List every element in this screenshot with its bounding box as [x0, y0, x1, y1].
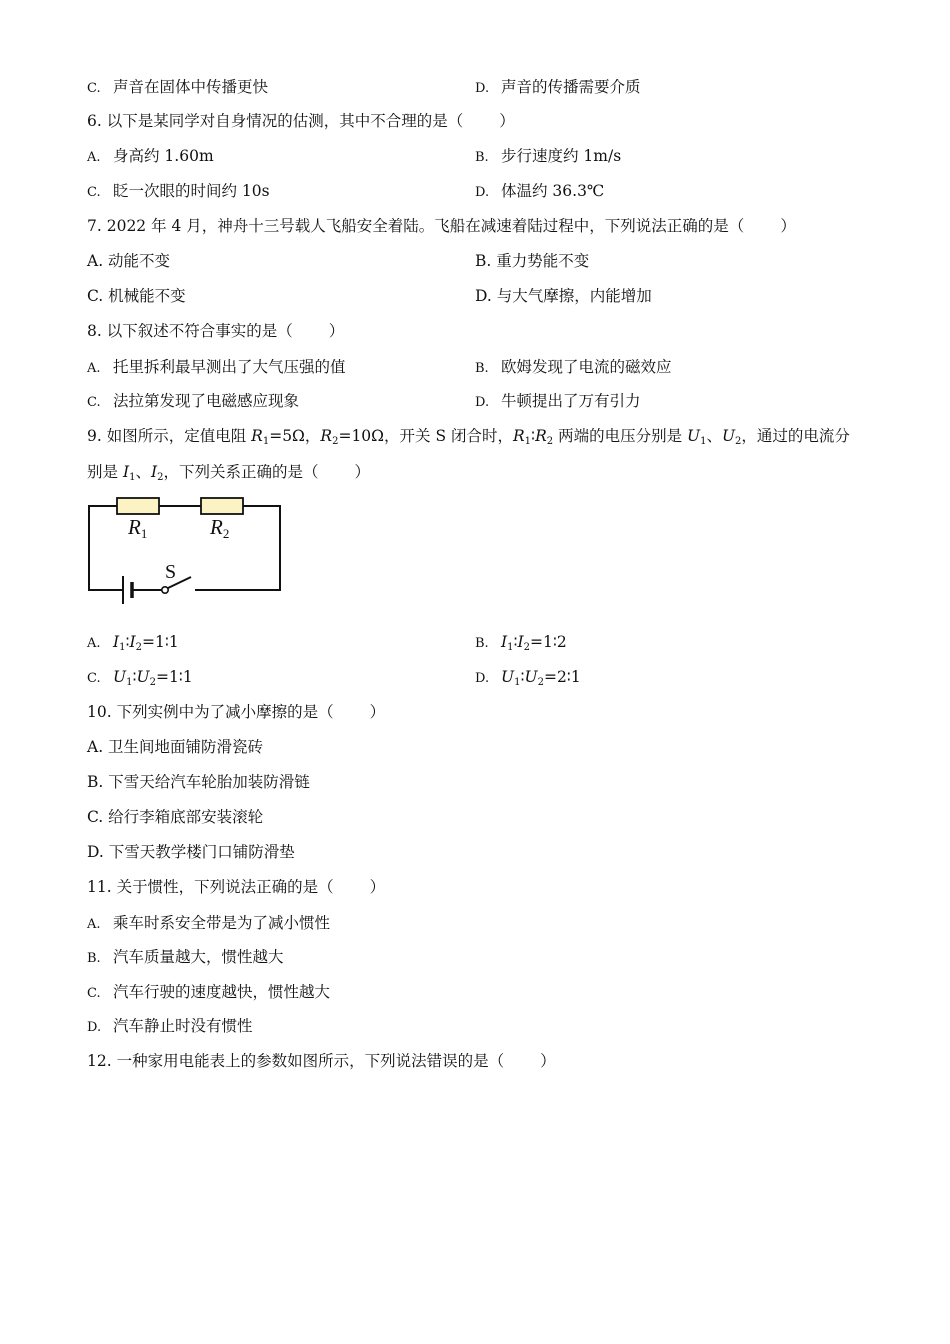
q6-stem	[87, 111, 515, 131]
sub: 2	[149, 677, 156, 688]
sub: 2	[546, 436, 554, 447]
var-r: R	[513, 427, 525, 445]
sub: 2	[135, 642, 143, 653]
q9-option-a	[87, 632, 179, 654]
option-text: =1∶2	[530, 633, 567, 651]
sub: 1	[129, 472, 136, 483]
var-r: R	[320, 427, 333, 445]
option-marker: C.	[87, 671, 101, 686]
option-marker: D.	[87, 1020, 102, 1035]
option-marker: A.	[87, 361, 101, 376]
option-text: 法拉第发现了电磁感应现象	[113, 392, 300, 410]
q10-stem	[87, 702, 385, 722]
q8-option-c	[87, 391, 299, 413]
q9-option-c	[87, 667, 193, 689]
text: 9. 如图所示，定值电阻	[87, 427, 252, 445]
q8-option-d	[475, 391, 641, 413]
q9-option-b	[475, 632, 567, 654]
var-u: U	[721, 427, 736, 445]
text: 别是	[87, 463, 123, 481]
q7-option-d: D. 与大气摩擦，内能增加	[475, 287, 652, 305]
var-i: I	[517, 633, 524, 651]
q11-option-c	[87, 982, 330, 1004]
option-text: =1∶1	[142, 633, 179, 651]
q5-option-d	[475, 77, 641, 99]
resistor-r1	[117, 498, 159, 514]
text: 两端的电压分别是	[553, 427, 687, 445]
option-text: 汽车行驶的速度越快，惯性越大	[113, 983, 331, 1001]
option-marker: A.	[87, 636, 101, 651]
option-text: 汽车静止时没有惯性	[113, 1017, 253, 1035]
sub: 1	[700, 436, 707, 447]
q6-option-d	[475, 181, 604, 203]
text: ，下列关系正确的是（	[163, 463, 319, 481]
q10-option-d: D. 下雪天教学楼门口铺防滑垫	[87, 843, 295, 861]
option-text: 托里拆利最早测出了大气压强的值	[113, 358, 346, 376]
q8-option-b	[475, 357, 672, 379]
var-r: R	[251, 427, 263, 445]
label-switch: S	[165, 561, 177, 583]
colon: ∶	[531, 427, 536, 445]
circuit-diagram	[85, 492, 285, 608]
question-text: 10. 下列实例中为了减小摩擦的是（	[87, 703, 334, 721]
option-marker: B.	[87, 951, 101, 966]
question-text: 11. 关于惯性，下列说法正确的是（	[87, 878, 334, 896]
option-marker: B.	[475, 636, 489, 651]
option-marker: D.	[475, 395, 490, 410]
q11-option-a	[87, 913, 330, 935]
option-text: 步行速度约 1m/s	[501, 147, 622, 165]
option-marker: B.	[475, 150, 489, 165]
q5-option-c	[87, 77, 268, 99]
q6-option-a	[87, 146, 214, 168]
option-marker: C.	[87, 185, 101, 200]
var-i: I	[129, 633, 136, 651]
var-r: R	[535, 427, 547, 445]
q8-stem	[87, 321, 344, 341]
q7-stem	[87, 216, 796, 236]
option-marker: D.	[475, 185, 490, 200]
q8-option-a	[87, 357, 346, 379]
option-text: 牛顿提出了万有引力	[501, 392, 641, 410]
option-text: 声音的传播需要介质	[501, 78, 641, 96]
q7-option-a: A. 动能不变	[87, 252, 171, 270]
q7-option-b: B. 重力势能不变	[475, 252, 590, 270]
colon: ∶	[125, 633, 130, 651]
paren-close: ）	[328, 322, 345, 340]
sub: 1	[262, 436, 270, 447]
option-text: 体温约 36.3℃	[501, 182, 605, 200]
colon: ∶	[132, 668, 137, 686]
question-text: 6. 以下是某同学对自身情况的估测，其中不合理的是（	[87, 112, 464, 130]
paren-close: ）	[369, 703, 386, 721]
option-marker: C.	[87, 81, 101, 96]
paren-close: ）	[499, 112, 515, 130]
label-r1: R1	[128, 515, 148, 541]
option-text: 眨一次眼的时间约 10s	[113, 182, 270, 200]
option-marker: D.	[475, 81, 490, 96]
q9-option-d	[475, 667, 581, 689]
sub: 1	[514, 677, 521, 688]
question-text: 12. 一种家用电能表上的参数如图所示，下列说法错误的是（	[87, 1052, 505, 1070]
q10-option-b: B. 下雪天给汽车轮胎加装防滑链	[87, 773, 310, 791]
q6-option-c	[87, 181, 270, 203]
option-text: =2∶1	[543, 668, 581, 686]
var-i: I	[150, 463, 158, 481]
sub: 2	[537, 677, 544, 688]
sub: 2	[523, 642, 531, 653]
sub: 2	[332, 436, 339, 447]
option-marker: B.	[475, 361, 489, 376]
q10-option-c: C. 给行李箱底部安装滚轮	[87, 808, 264, 826]
q7-option-c: C. 机械能不变	[87, 287, 186, 305]
var-u: U	[136, 668, 150, 686]
text: 、	[135, 463, 151, 481]
resistor-r2	[201, 498, 243, 514]
var-u: U	[113, 668, 127, 686]
option-marker: A.	[87, 917, 101, 932]
q12-stem	[87, 1051, 556, 1071]
option-marker: C.	[87, 395, 101, 410]
option-text: 乘车时系安全带是为了减小惯性	[113, 914, 331, 932]
label-r2: R2	[210, 515, 230, 541]
q6-option-b	[475, 146, 621, 168]
option-text: =1∶1	[155, 668, 193, 686]
option-marker: D.	[475, 671, 490, 686]
paren-close: ）	[780, 217, 796, 235]
q9-stem-line1	[87, 426, 850, 446]
text: 、	[706, 427, 722, 445]
switch-pivot	[162, 587, 168, 593]
text: =10Ω，开关 S 闭合时，	[338, 427, 513, 445]
option-text: 欧姆发现了电流的磁效应	[501, 358, 672, 376]
option-marker: C.	[87, 986, 101, 1001]
paren-close: ）	[540, 1052, 556, 1070]
text: ，通过的电流分	[741, 427, 850, 445]
q11-option-d	[87, 1016, 253, 1038]
option-text: 声音在固体中传播更快	[113, 78, 269, 96]
q11-stem	[87, 877, 385, 897]
sub: 1	[119, 642, 126, 653]
sub: 1	[126, 677, 133, 688]
sub: 2	[157, 472, 164, 483]
question-text: 7. 2022 年 4 月，神舟十三号载人飞船安全着陆。飞船在减速着陆过程中，下列说法正确的是（	[87, 217, 745, 235]
paren-close: ）	[369, 878, 386, 896]
q11-option-b	[87, 947, 284, 969]
option-marker: A.	[87, 150, 101, 165]
sub: 1	[524, 436, 532, 447]
q10-option-a: A. 卫生间地面铺防滑瓷砖	[87, 738, 264, 756]
sub: 2	[735, 436, 742, 447]
battery-symbol	[123, 576, 132, 604]
question-text: 8. 以下叙述不符合事实的是（	[87, 322, 293, 340]
var-i: I	[122, 463, 130, 481]
paren-close: ）	[354, 463, 370, 481]
q9-stem-line2	[87, 462, 370, 482]
var-i: I	[113, 633, 120, 651]
option-text: 汽车质量越大，惯性越大	[113, 948, 284, 966]
colon: ∶	[520, 668, 525, 686]
colon: ∶	[513, 633, 518, 651]
sub: 1	[507, 642, 514, 653]
option-text: 身高约 1.60m	[113, 147, 214, 165]
text: =5Ω，	[269, 427, 321, 445]
var-i: I	[501, 633, 508, 651]
var-u: U	[501, 668, 515, 686]
var-u: U	[687, 427, 701, 445]
var-u: U	[524, 668, 538, 686]
